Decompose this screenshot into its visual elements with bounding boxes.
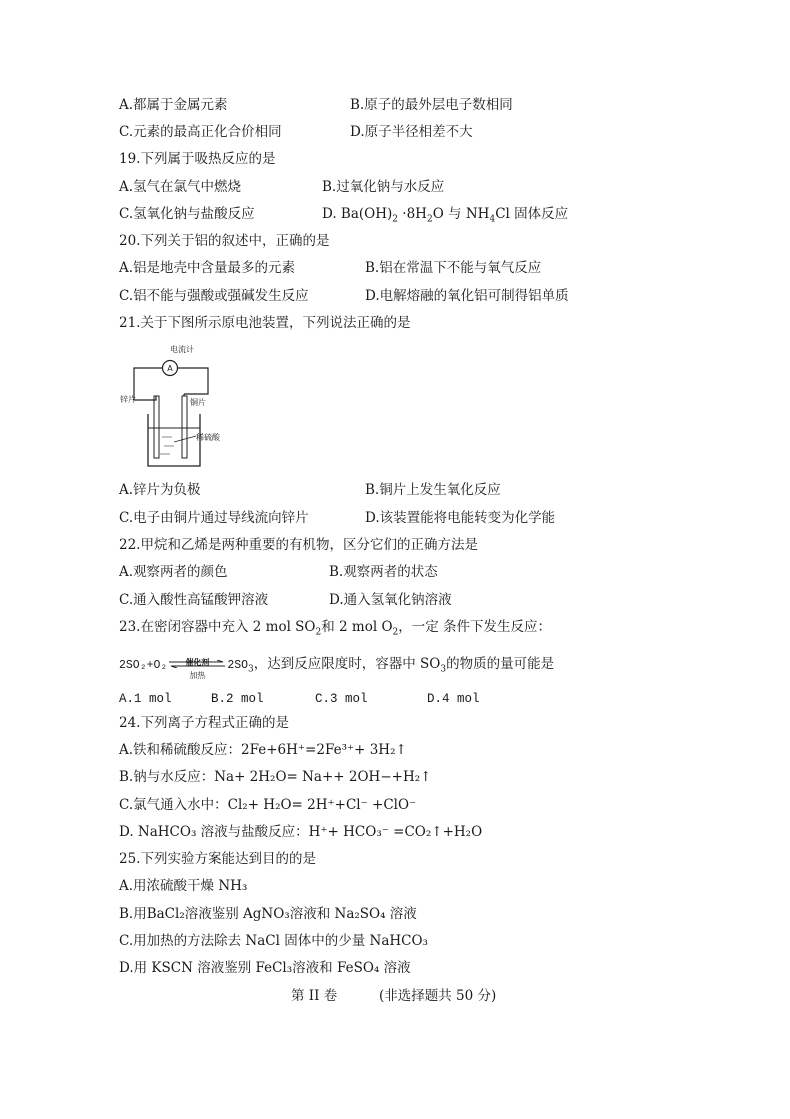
q18-option-a: A.都属于金属元素 [119,97,228,113]
q22-option-b: B.观察两者的状态 [329,564,438,580]
q24-option-a: A.铁和稀硫酸反应：2Fe+6H⁺=2Fe³⁺+ 3H₂↑ [119,742,407,758]
q21-option-d: D.该装置能将电能转变为化学能 [365,510,556,526]
acid-label: 稀硫酸 [196,433,220,442]
q19-option-b: B.过氧化钠与水反应 [322,179,445,195]
q23-equation: 2SO₂+O₂ 催化剂 加热 $2SO_3$，达到反应限度时，容器中 $SO_3$的物质的量可能是 [119,656,555,680]
q24-stem: 24.下列离子方程式正确的是 [119,715,289,731]
q25-option-d: D.用 KSCN 溶液鉴别 FeCl₃溶液和 FeSO₄ 溶液 [119,960,411,976]
q24-option-c: C.氯气通入水中：Cl₂+ H₂O= 2H⁺+Cl⁻ +ClO⁻ [119,797,417,813]
q21-option-c: C.电子由铜片通过导线流向锌片 [119,510,309,526]
q20-stem: 20.下列关于铝的叙述中，正确的是 [119,233,330,249]
q20-option-c: C.铝不能与强酸或强碱发生反应 [119,288,309,304]
galvanometer-label: 电流计 [170,345,194,354]
q20-option-d: D.电解熔融的氧化铝可制得铝单质 [365,288,569,304]
section-title: 第 II 卷 [291,988,338,1004]
galvanic-cell-diagram [120,342,232,472]
galvanometer-symbol: A [167,364,173,373]
q18-option-c: C.元素的最高正化合价相同 [119,124,282,140]
q20-option-a: A.铝是地壳中含量最多的元素 [119,260,296,276]
zinc-electrode [154,396,159,458]
q21-stem: 21.关于下图所示原电池装置，下列说法正确的是 [119,315,411,331]
q19-stem: 19.下列属于吸热反应的是 [119,151,276,167]
q18-option-b: B.原子的最外层电子数相同 [350,97,513,113]
wire-right [178,368,208,394]
q19-option-d: D. $Ba(OH)_2 \cdot 8H_2O$ 与 $NH_4Cl$ 固体反应 [322,206,569,225]
q25-option-c: C.用加热的方法除去 NaCl 固体中的少量 NaHCO₃ [119,933,428,949]
copper-label: 铜片 [190,398,206,407]
q22-option-a: A.观察两者的颜色 [119,564,228,580]
q23-option-c: C.3 mol [315,692,368,706]
zinc-label: 锌片 [120,395,136,404]
q22-option-d: D.通入氢氧化钠溶液 [329,592,452,608]
q23-option-d: D.4 mol [427,692,480,706]
q20-option-b: B.铝在常温下不能与氧气反应 [365,260,542,276]
q23-option-b: B.2 mol [211,692,264,706]
q22-stem: 22.甲烷和乙烯是两种重要的有机物，区分它们的正确方法是 [119,537,478,553]
q18-option-d: D.原子半径相差不大 [350,124,473,140]
q25-option-b: B.用BaCl₂溶液鉴别 AgNO₃溶液和 Na₂SO₄ 溶液 [119,906,417,922]
q25-stem: 25.下列实验方案能达到目的的是 [119,851,316,867]
q23-stem: 23.在密闭容器中充入 2 mol $SO_2$和 2 mol $O_2$，一定 条件下发生反应： [119,619,552,638]
q22-option-c: C.通入酸性高锰酸钾溶液 [119,592,269,608]
section-note: (非选择题共 50 分) [379,988,497,1004]
q21-option-a: A.锌片为负极 [119,482,201,498]
q19-option-a: A.氢气在氯气中燃烧 [119,179,242,195]
q19-option-c: C.氢氧化钠与盐酸反应 [119,206,255,222]
copper-electrode [182,396,187,458]
q24-option-b: B.钠与水反应：Na+ 2H₂O= Na++ 2OH−+H₂↑ [119,769,432,785]
q23-option-a: A.1 mol [119,692,172,706]
reversible-arrow-icon: 催化剂 加热 [169,656,225,674]
q21-option-b: B.铜片上发生氧化反应 [365,482,501,498]
q24-option-d: D. NaHCO₃ 溶液与盐酸反应：H⁺+ HCO₃⁻ =CO₂↑+H₂O [119,824,483,840]
q25-option-a: A.用浓硫酸干燥 NH₃ [119,878,248,894]
wire-left [134,368,162,400]
